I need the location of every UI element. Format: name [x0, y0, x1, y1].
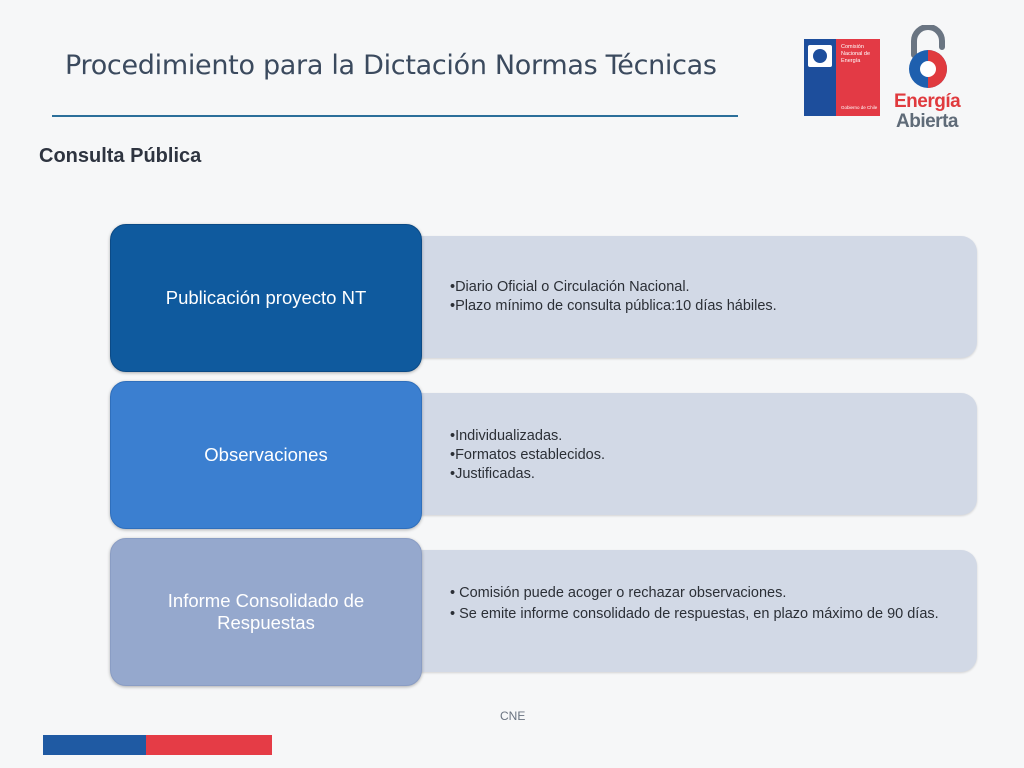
step-box-informe: [110, 538, 422, 686]
step-box-observaciones: [110, 381, 422, 529]
footer-bar-blue: [43, 735, 146, 755]
step-label: Publicación proyecto NT: [165, 287, 367, 308]
footer-label: CNE: [500, 709, 526, 723]
footer-bar-red: [146, 735, 272, 755]
step-box-publicacion: [110, 224, 422, 372]
slide-title: Procedimiento para la Dictación Normas Técnicas: [65, 50, 717, 81]
bullet-item: •Plazo mínimo de consulta pública:10 días hábiles.: [450, 298, 777, 314]
cne-logo-text: Comisión Nacional de Energía: [841, 44, 871, 64]
step-label: Observaciones: [204, 444, 328, 465]
energia-abierta-logo: [892, 25, 972, 133]
bullet-item: • Comisión puede acoger o rechazar observaciones.: [450, 585, 787, 601]
step-bullets: [450, 278, 777, 316]
step-row-observaciones: [110, 381, 978, 529]
bullet-item: •Formatos establecidos.: [450, 447, 605, 463]
step-bullets: [450, 584, 950, 626]
step-label: Informe Consolidado de Respuestas: [167, 590, 365, 633]
bullet-item: • Se emite informe consolidado de respuestas, en plazo máximo de 90 días.: [450, 606, 939, 622]
coat-of-arms-icon: [808, 45, 832, 67]
bullet-item: •Justificadas.: [450, 466, 535, 482]
cne-logo: [804, 39, 880, 116]
logo-word-abierta: Abierta: [896, 111, 958, 132]
title-divider: [52, 115, 738, 117]
bullet-item: •Diario Oficial o Circulación Nacional.: [450, 279, 690, 295]
step-row-publicacion: [110, 224, 978, 372]
cne-logo-gob: Gobierno de Chile: [841, 105, 878, 110]
section-subtitle: Consulta Pública: [39, 145, 202, 167]
open-lock-icon: [892, 25, 972, 91]
step-bullets: [450, 427, 605, 484]
bullet-item: •Individualizadas.: [450, 428, 563, 444]
logo-word-energia: Energía: [894, 91, 961, 112]
step-row-informe: [110, 538, 978, 686]
